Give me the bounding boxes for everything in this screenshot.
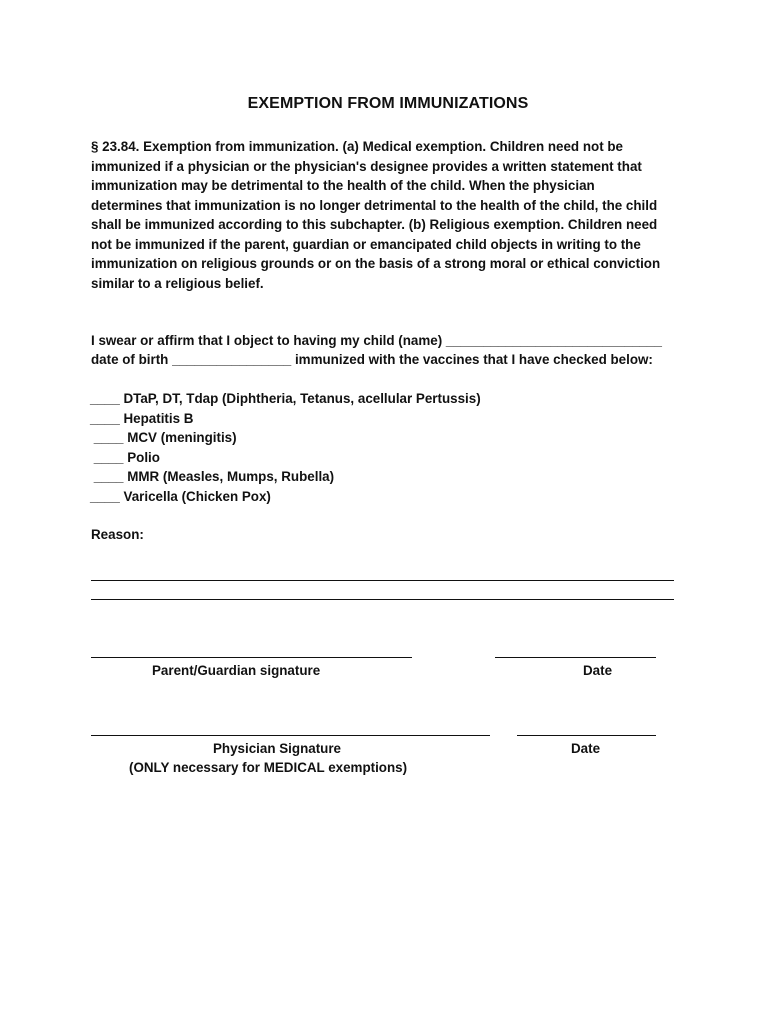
reason-label: Reason: [91,527,144,542]
vaccine-checklist [90,389,481,506]
physician-signature-label: Physician Signature [213,741,341,756]
oath-line-date-of-birth: date of birth ________________ immunized with the vaccines that I have checked below: [91,352,653,367]
document-title: EXEMPTION FROM IMMUNIZATIONS [247,95,529,112]
parent-date-label: Date [583,663,613,678]
paragraph-line: shall be immunized according to this subchapter. (b) Religious exemption. Children need [91,217,658,232]
physician-signature-line [91,735,490,736]
paragraph-line: § 23.84. Exemption from immunization. (a) Medical exemption. Children need not be [91,139,623,154]
vaccine-item-dtap: ____ DTaP, DT, Tdap (Diphtheria, Tetanus, acellular Pertussis) [90,391,481,406]
physician-note: (ONLY necessary for MEDICAL exemptions) [129,760,408,775]
reason-blank-line [91,580,674,581]
vaccine-item-polio: ____ Polio [90,449,160,465]
vaccine-item-mmr: ____ MMR (Measles, Mumps, Rubella) [90,469,335,484]
paragraph-line: similar to a religious belief. [91,275,264,291]
paragraph-line: determines that immunization is no longer detrimental to the health of the child, the child [91,197,658,213]
vaccine-item-hepatitis-b: ____ Hepatitis B [90,410,194,426]
paragraph-line: immunization on religious grounds or on the basis of a strong moral or ethical conviction [91,256,661,271]
parent-date-line [495,657,656,658]
vaccine-item-mcv: ____ MCV (meningitis) [90,430,237,445]
oath-line-child-name: I swear or affirm that I object to having my child (name) _____________________________ [91,333,662,348]
statute-paragraph [91,137,691,293]
paragraph-line: immunized if a physician or the physician's designee provides a written statement that [91,158,642,174]
physician-date-line [517,735,656,736]
paragraph-line: immunization may be detrimental to the health of the child. When the physician [91,178,595,193]
parent-signature-label: Parent/Guardian signature [152,663,321,678]
vaccine-item-varicella: ____ Varicella (Chicken Pox) [90,488,271,504]
reason-blank-line [91,599,674,600]
parent-signature-line [91,657,412,658]
physician-date-label: Date [571,741,601,756]
paragraph-line: not be immunized if the parent, guardian or emancipated child objects in writing to the [91,236,641,252]
